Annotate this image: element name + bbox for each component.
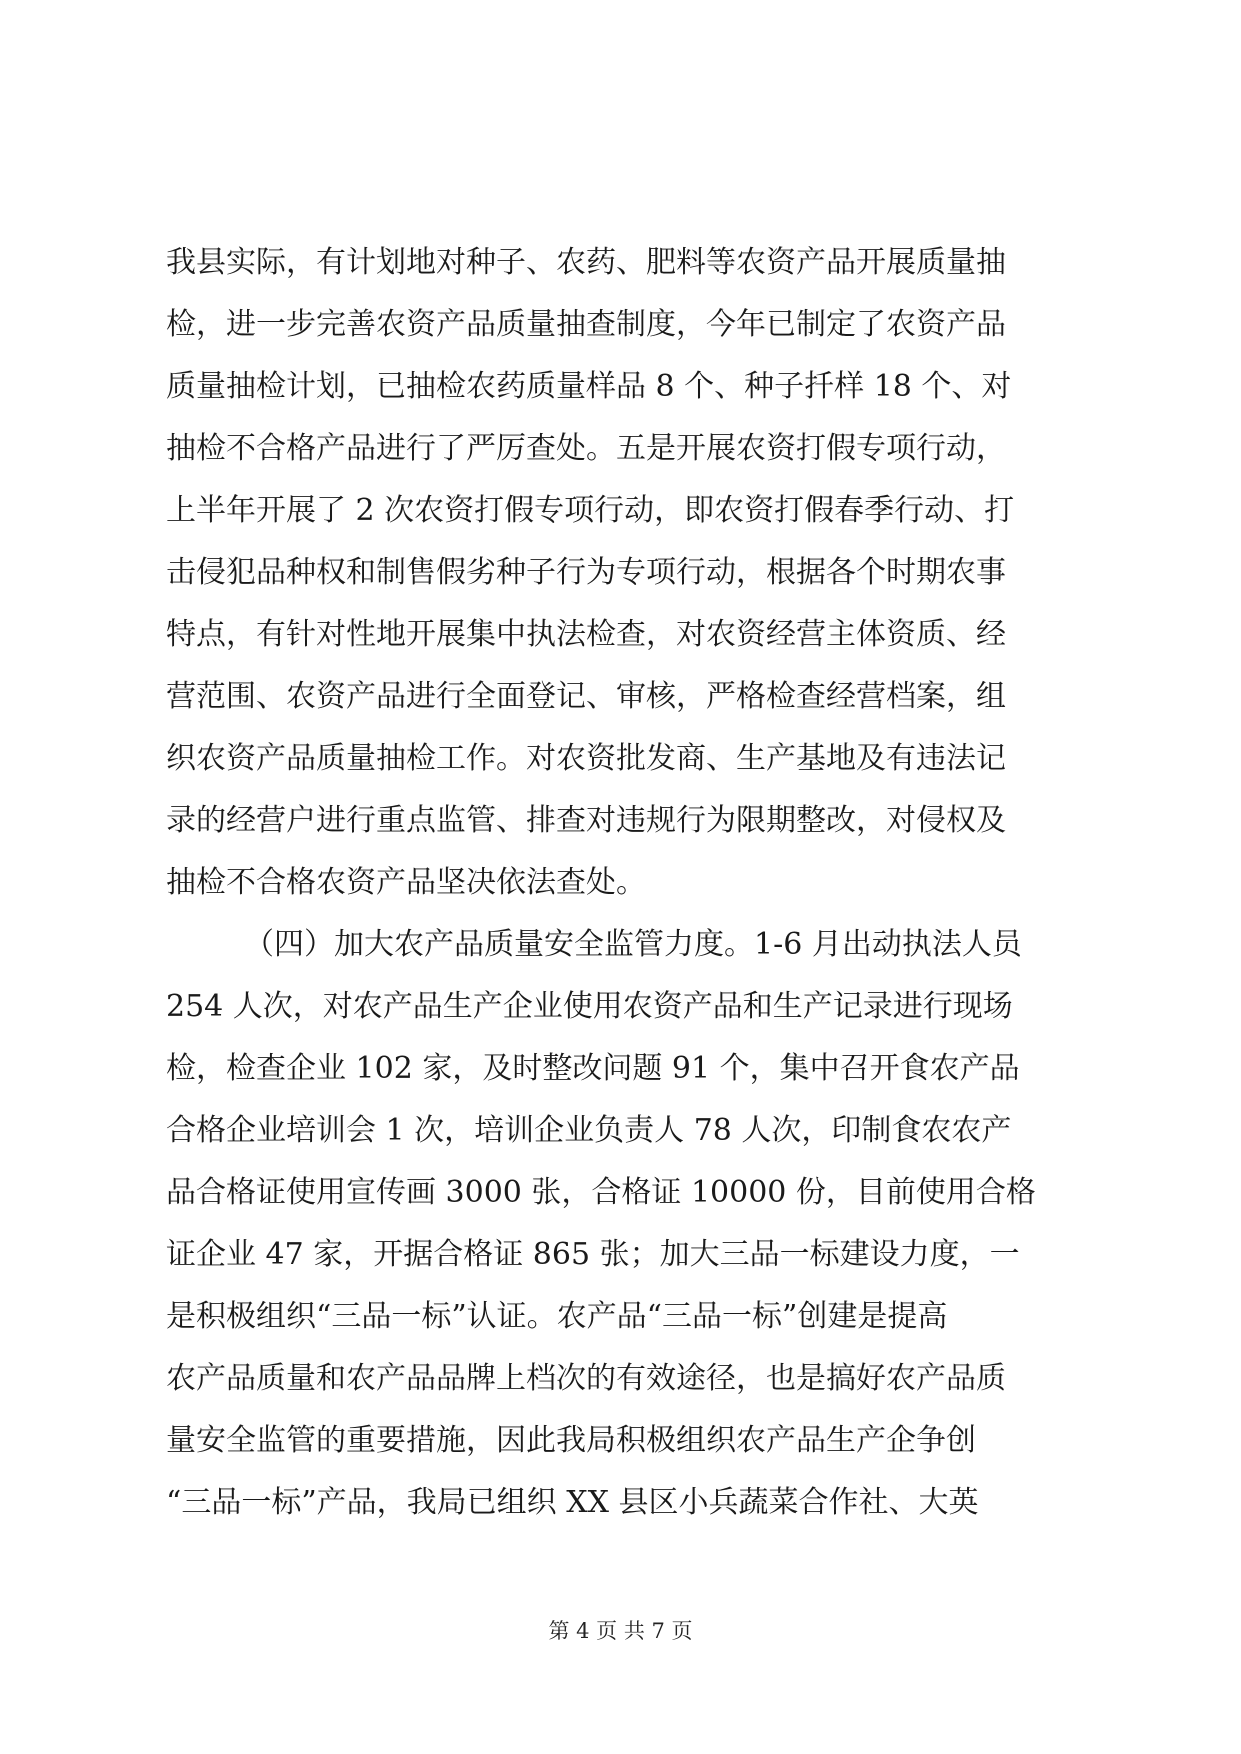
- text-line-8: 营范围、农资产品进行全面登记、审核，严格检查经营档案，组: [166, 679, 1006, 714]
- section-heading-line: （四）加大农产品质量安全监管力度。1-6 月出动执法人员: [244, 927, 1022, 962]
- text-line-16: 品合格证使用宣传画 3000 张，合格证 10000 份，目前使用合格: [166, 1175, 1036, 1210]
- text-line-11: 抽检不合格农资产品坚决依法查处。: [166, 865, 646, 900]
- text-line-2: 检，进一步完善农资产品质量抽查制度，今年已制定了农资产品: [166, 307, 1006, 342]
- text-line-14: 检，检查企业 102 家，及时整改问题 91 个，集中召开食农产品: [166, 1051, 1020, 1086]
- text-line-4: 抽检不合格产品进行了严厉查处。五是开展农资打假专项行动，: [166, 431, 1006, 466]
- text-line-9: 织农资产品质量抽检工作。对农资批发商、生产基地及有违法记: [166, 741, 1006, 776]
- text-line-21: “三品一标”产品，我局已组织 XX 县区小兵蔬菜合作社、大英: [166, 1485, 979, 1520]
- text-line-20: 量安全监管的重要措施，因此我局积极组织农产品生产企争创: [166, 1423, 976, 1458]
- text-line-6: 击侵犯品种权和制售假劣种子行为专项行动，根据各个时期农事: [166, 555, 1006, 590]
- text-line-15: 合格企业培训会 1 次，培训企业负责人 78 人次，印制食农农产: [166, 1113, 1012, 1148]
- text-line-13: 254 人次，对农产品生产企业使用农资产品和生产记录进行现场: [166, 989, 1013, 1024]
- body-text: [166, 232, 1086, 1534]
- page-number-footer: 第 4 页 共 7 页: [548, 1619, 693, 1643]
- text-line-17: 证企业 47 家，开据合格证 865 张；加大三品一标建设力度，一: [166, 1237, 1020, 1272]
- text-line-10: 录的经营户进行重点监管、排查对违规行为限期整改，对侵权及: [166, 803, 1006, 838]
- text-line-18: 是积极组织“三品一标”认证。农产品“三品一标”创建是提高: [166, 1299, 948, 1334]
- text-line-1: 我县实际，有计划地对种子、农药、肥料等农资产品开展质量抽: [166, 245, 1006, 280]
- text-line-3: 质量抽检计划，已抽检农药质量样品 8 个、种子扦样 18 个、对: [166, 369, 1012, 404]
- text-line-5: 上半年开展了 2 次农资打假专项行动，即农资打假春季行动、打: [166, 493, 1015, 528]
- text-line-19: 农产品质量和农产品品牌上档次的有效途径，也是搞好农产品质: [166, 1361, 1006, 1396]
- text-line-7: 特点，有针对性地开展集中执法检查，对农资经营主体资质、经: [166, 617, 1006, 652]
